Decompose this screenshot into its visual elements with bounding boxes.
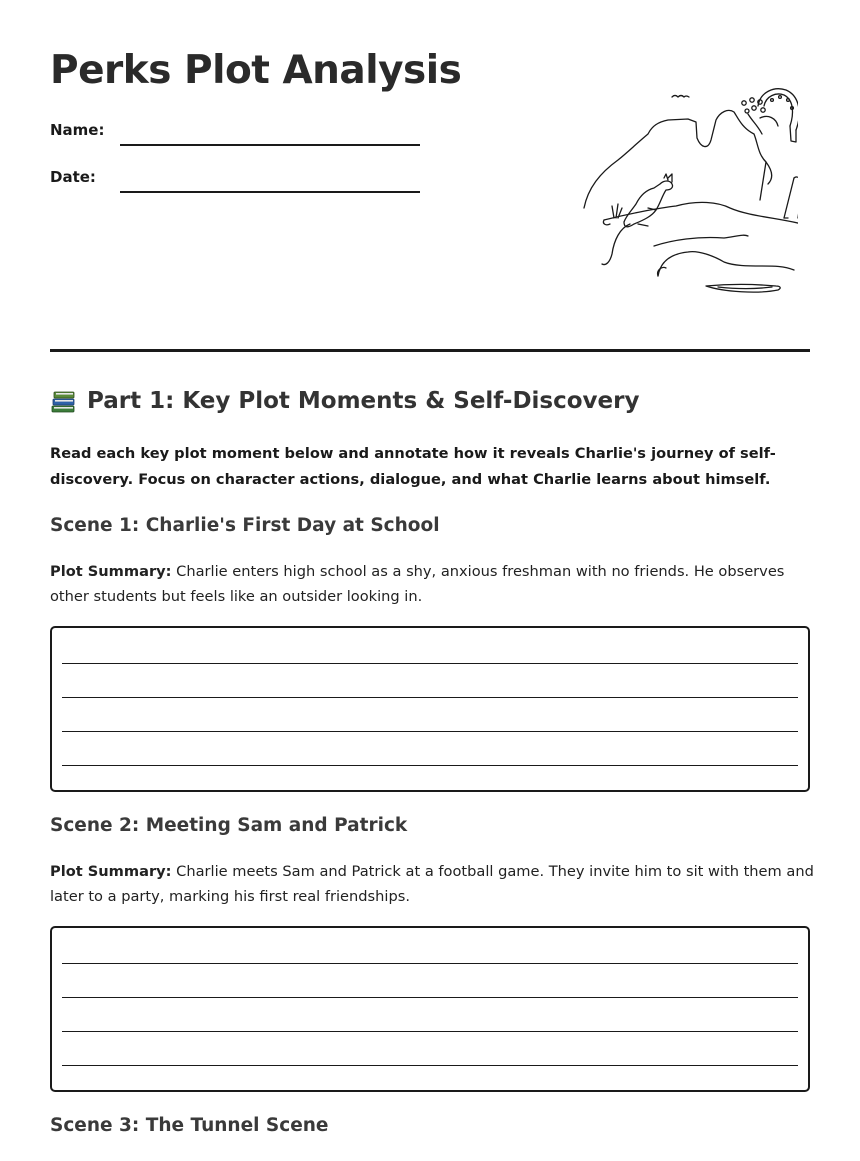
page-title: Perks Plot Analysis [50, 48, 462, 93]
annotation-line[interactable] [62, 765, 798, 766]
instructions-text: Read each key plot moment below and annotate how it reveals Charlie's journey of self-discovery. Focus on character actions, dialogue, and what Charlie learns about himself. [50, 445, 776, 488]
date-label: Date: [50, 168, 96, 186]
name-input-line[interactable] [120, 144, 420, 146]
annotation-line[interactable] [62, 1065, 798, 1066]
books-icon [50, 387, 78, 415]
annotation-line[interactable] [62, 697, 798, 698]
worksheet-page [50, 0, 814, 1136]
scene-1-summary-label: Plot Summary: [50, 563, 172, 580]
scene-2-summary [50, 859, 815, 909]
scene-2-title: Scene 2: Meeting Sam and Patrick [50, 815, 408, 836]
scene-2-summary-text: Charlie meets Sam and Patrick at a football game. They invite him to sit with them and later to a party, marking his first real friendships. [50, 863, 814, 905]
kangaroo-landscape-illustration [548, 78, 798, 303]
part1-heading-text: Part 1: Key Plot Moments & Self-Discovery [87, 388, 640, 414]
scene-2-summary-label: Plot Summary: [50, 863, 172, 880]
annotation-line[interactable] [62, 997, 798, 998]
annotation-line[interactable] [62, 731, 798, 732]
annotation-line[interactable] [62, 963, 798, 964]
annotation-line[interactable] [62, 663, 798, 664]
worksheet-header [50, 0, 810, 352]
scene-1-title: Scene 1: Charlie's First Day at School [50, 515, 440, 536]
scene-2-annotation-box[interactable] [50, 926, 810, 1092]
date-field[interactable] [50, 163, 430, 193]
name-field[interactable] [50, 116, 430, 146]
scene-1-summary [50, 559, 815, 609]
part1-heading [50, 387, 639, 415]
scene-1-summary-text: Charlie enters high school as a shy, anxious freshman with no friends. He observes other students but feels like an outsider looking in. [50, 563, 785, 605]
scene-1-annotation-box[interactable] [50, 626, 810, 792]
name-label: Name: [50, 121, 105, 139]
date-input-line[interactable] [120, 191, 420, 193]
annotation-line[interactable] [62, 1031, 798, 1032]
scene-3-title: Scene 3: The Tunnel Scene [50, 1115, 329, 1136]
